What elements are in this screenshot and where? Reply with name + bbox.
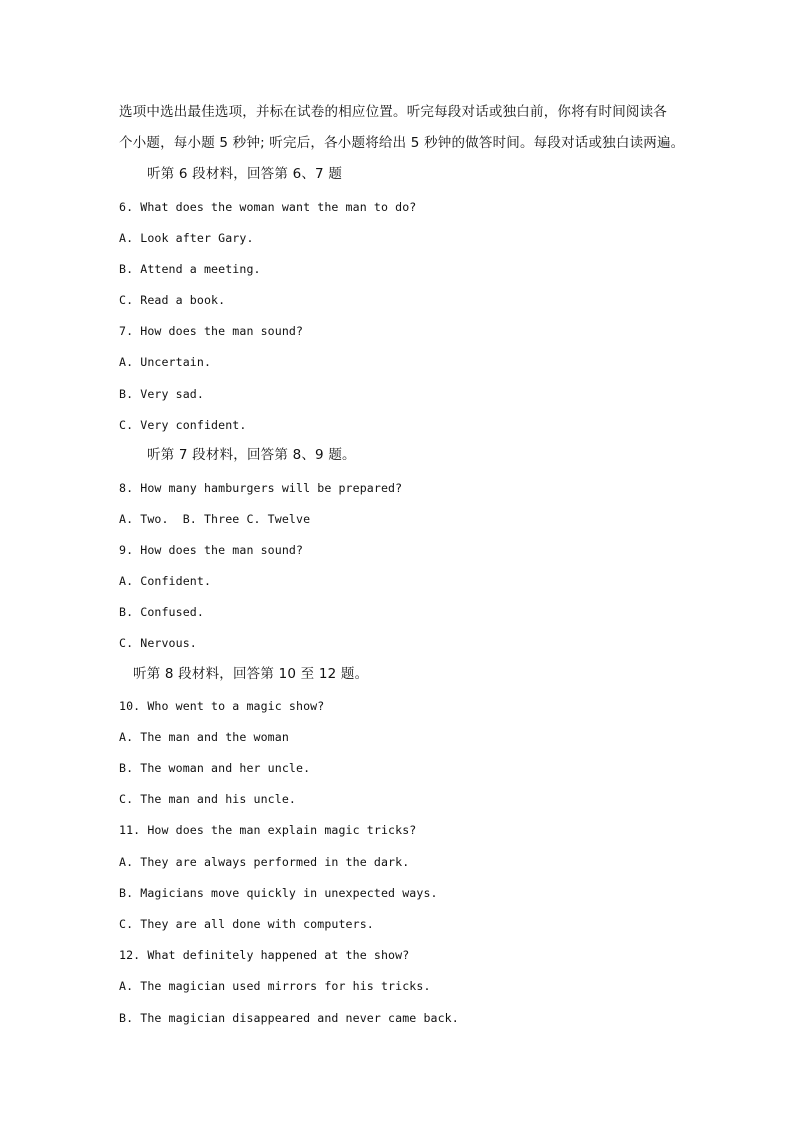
question-11: 11. How does the man explain magic tricks? bbox=[119, 823, 417, 837]
question-12-option-b: B. The magician disappeared and never came back. bbox=[119, 1011, 459, 1025]
instructions-line-1: 选项中选出最佳选项，并标在试卷的相应位置。听完每段对话或独白前，你将有时间阅读各 bbox=[119, 104, 667, 120]
question-10: 10. Who went to a magic show? bbox=[119, 699, 325, 713]
question-6-option-c: C. Read a book. bbox=[119, 293, 226, 307]
question-6: 6. What does the woman want the man to do? bbox=[119, 200, 417, 214]
question-11-option-c: C. They are all done with computers. bbox=[119, 917, 374, 931]
question-11-option-b: B. Magicians move quickly in unexpected ways. bbox=[119, 886, 438, 900]
question-12: 12. What definitely happened at the show? bbox=[119, 948, 410, 962]
question-8-options: A. Two. B. Three C. Twelve bbox=[119, 512, 311, 526]
question-6-option-b: B. Attend a meeting. bbox=[119, 262, 261, 276]
question-7-option-a: A. Uncertain. bbox=[119, 355, 212, 369]
question-10-option-b: B. The woman and her uncle. bbox=[119, 761, 311, 775]
question-12-option-a: A. The magician used mirrors for his tricks. bbox=[119, 979, 431, 993]
question-9: 9. How does the man sound? bbox=[119, 543, 304, 557]
question-9-option-b: B. Confused. bbox=[119, 605, 204, 619]
question-10-option-c: C. The man and his uncle. bbox=[119, 792, 297, 806]
question-9-option-c: C. Nervous. bbox=[119, 636, 197, 650]
question-7-option-b: B. Very sad. bbox=[119, 387, 204, 401]
question-10-option-a: A. The man and the woman bbox=[119, 730, 289, 744]
question-9-option-a: A. Confident. bbox=[119, 574, 212, 588]
section-heading-6: 听第 6 段材料，回答第 6、7 题 bbox=[147, 166, 343, 182]
instructions-line-2: 个小题，每小题 5 秒钟; 听完后，各小题将给出 5 秒钟的做答时间。每段对话或独白读两遍。 bbox=[119, 135, 685, 151]
question-7-option-c: C. Very confident. bbox=[119, 418, 247, 432]
question-8: 8. How many hamburgers will be prepared? bbox=[119, 481, 403, 495]
section-heading-8: 听第 8 段材料，回答第 10 至 12 题。 bbox=[133, 666, 369, 682]
question-6-option-a: A. Look after Gary. bbox=[119, 231, 254, 245]
section-heading-7: 听第 7 段材料，回答第 8、9 题。 bbox=[147, 447, 356, 463]
question-7: 7. How does the man sound? bbox=[119, 324, 304, 338]
question-11-option-a: A. They are always performed in the dark. bbox=[119, 855, 410, 869]
